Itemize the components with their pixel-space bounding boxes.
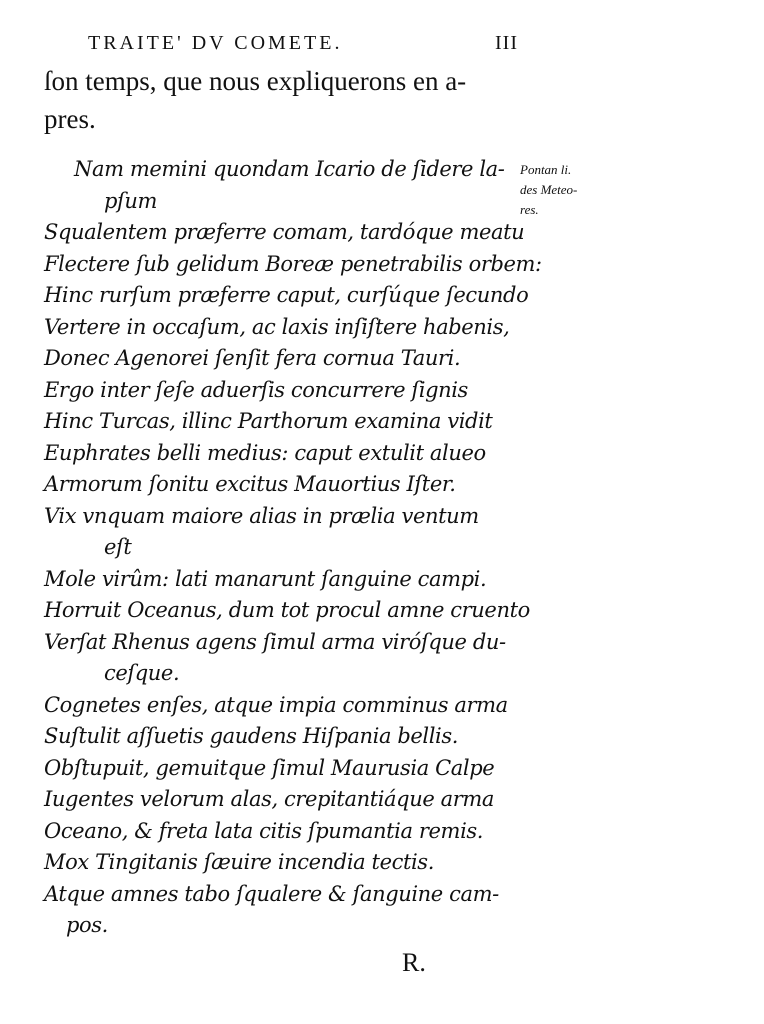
verse-line: Oceano, & freta lata citis ſpumantia remis.	[44, 818, 484, 843]
running-head	[88, 32, 518, 62]
verse-line: Nam memini quondam Icario de ſidere la-	[74, 157, 505, 181]
verse-line: Iugentes velorum alas, crepitantiáque arma	[44, 787, 495, 811]
verse-line: Hinc Turcas, illinc Parthorum examina vidit	[44, 409, 493, 433]
marginal-note-line: res.	[520, 202, 539, 217]
verse-line: Mox Tingitanis ſæuire incendia tectis.	[44, 850, 434, 874]
verse-line: pos.	[66, 913, 108, 937]
verse-line: Cognetes enſes, atque impia comminus arma	[44, 692, 508, 717]
marginal-note	[520, 160, 630, 220]
verse-line: Vix vnquam maiore alias in prælia ventum	[44, 503, 479, 528]
verse-line: Donec Agenorei ſenſit fera cornua Tauri.	[44, 346, 461, 370]
verse-line: ceſque.	[104, 661, 180, 685]
verse-line: Ergo inter ſeſe aduerſis concurrere ſignis	[44, 377, 468, 402]
verse-line: Atque amnes tabo ſqualere & ſanguine cam-	[44, 881, 499, 906]
prose-line: pres.	[44, 104, 96, 134]
verse-line: Armorum ſonitu excitus Mauortius Iſter.	[44, 472, 456, 496]
verse-line: Hinc rurſum præferre caput, curſúque ſecundo	[44, 283, 529, 307]
verse-line: Horruit Oceanus, dum tot procul amne cruento	[44, 598, 530, 622]
verse-line: eſt	[104, 535, 132, 559]
prose-paragraph	[44, 62, 532, 138]
running-title: TRAITE' DV COMETE.	[88, 32, 343, 54]
verse-line: Obſtupuit, gemuitque ſimul Maurusia Calpe	[44, 755, 495, 780]
verse-line: Mole virûm: lati manarunt ſanguine campi.	[44, 566, 487, 591]
verse-line: Euphrates belli medius: caput extulit alueo	[44, 440, 486, 465]
catchword: R.	[402, 948, 426, 977]
verse-line: Verſat Rhenus agens ſimul arma viróſque du-	[44, 629, 506, 654]
prose-line: ſon temps, que nous expliquerons en a-	[44, 66, 467, 96]
verse-line: pſum	[104, 188, 158, 213]
verse-line: Squalentem præferre comam, tardóque meatu	[44, 220, 525, 244]
verse-line: Vertere in occaſum, ac laxis inſiſtere habenis,	[44, 314, 510, 339]
verse-line: Flectere ſub gelidum Boreæ penetrabilis orbem:	[44, 251, 542, 276]
marginal-note-line: des Meteo-	[520, 182, 578, 197]
page-number: III	[495, 32, 518, 54]
verse-line: Suſtulit aſſuetis gaudens Hiſpania bellis.	[44, 724, 459, 748]
marginal-note-line: Pontan li.	[520, 162, 572, 177]
latin-verse-block	[44, 154, 542, 942]
